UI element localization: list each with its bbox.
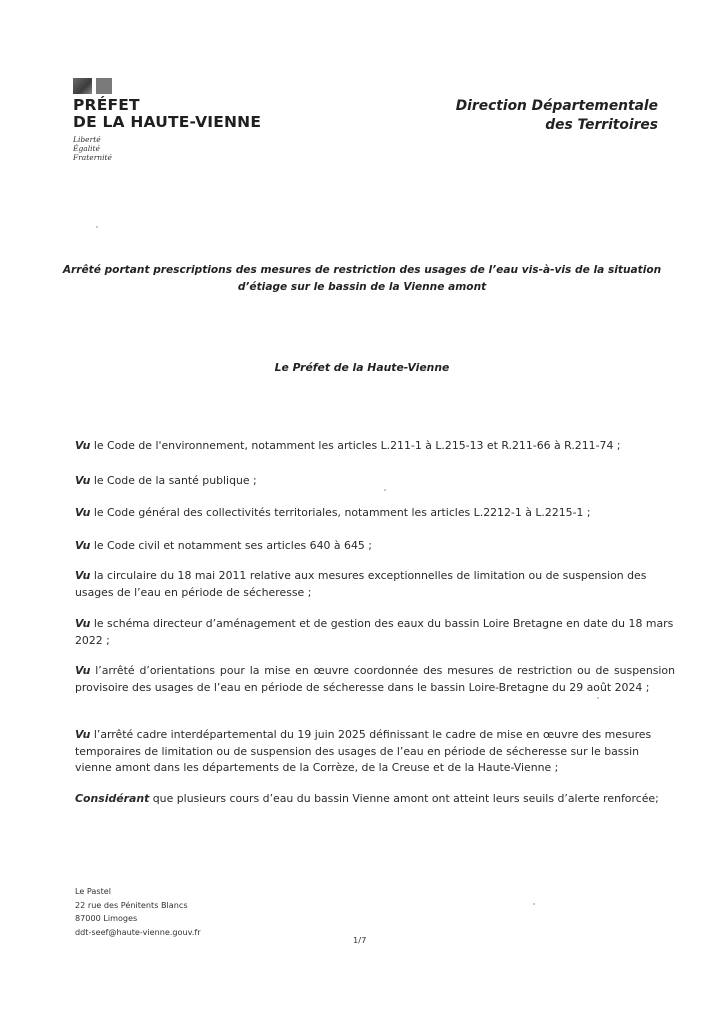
motto-egalite: Égalité: [73, 144, 100, 153]
considerant-text: que plusieurs cours d’eau du bassin Vienne amont ont atteint leurs seuils d’alerte renforcée;: [149, 792, 659, 805]
recital-paragraph: [75, 663, 675, 696]
recital-lead: Vu: [75, 506, 91, 519]
recital-paragraph: [75, 538, 675, 555]
considerant-lead: Considérant: [75, 792, 150, 805]
motto-liberte: Liberté: [73, 135, 101, 144]
recital-text: le schéma directeur d’aménagement et de gestion des eaux du bassin Loire Bretagne en date du 18 mars 2022 ;: [75, 617, 674, 647]
scan-speck: [384, 489, 386, 491]
flag-block-icon: [96, 78, 112, 94]
recital-text: le Code de l'environnement, notamment les articles L.211-1 à L.215-13 et R.211-66 à R.211-74 ;: [90, 439, 621, 452]
recital-paragraph: [75, 473, 675, 490]
recital-paragraph: [75, 505, 675, 522]
footer-building: Le Pastel: [75, 886, 112, 896]
issuing-direction: [456, 97, 658, 135]
prefecture-logo-block: [73, 78, 261, 162]
marianne-logo-icon: [73, 78, 261, 95]
title-line-1: Arrêté portant prescriptions des mesures de restriction des usages de l’eau vis-à-vis de la situation: [62, 264, 662, 276]
recital-lead: Vu: [75, 539, 91, 552]
considerant-paragraph: [75, 791, 675, 808]
direction-line-1: Direction Départementale: [455, 98, 658, 114]
recital-text: l’arrêté d’orientations pour la mise en œuvre coordonnée des mesures de restriction ou de suspension provisoire des usages de l’eau en période de sécheresse dans le bassin Loire-Bretagne du 29 août 2024 ;: [75, 664, 675, 694]
marianne-profile-icon: [73, 78, 92, 94]
footer-address: [75, 885, 201, 939]
signer-heading: Le Préfet de la Haute-Vienne: [274, 361, 450, 374]
page-number: 1/7: [353, 935, 367, 945]
recital-text: le Code de la santé publique ;: [90, 474, 257, 487]
footer-street: 22 rue des Pénitents Blancs: [75, 899, 188, 910]
issuer-line-2: DE LA HAUTE-VIENNE: [73, 113, 262, 131]
scan-speck: [597, 697, 599, 699]
issuer-title: [73, 97, 261, 131]
recital-lead: Vu: [75, 474, 91, 487]
recital-lead: Vu: [75, 439, 91, 452]
title-line-2: d’étiage sur le bassin de la Vienne amont: [237, 281, 487, 293]
recital-lead: Vu: [75, 569, 91, 582]
recital-text: le Code général des collectivités territoriales, notamment les articles L.2212-1 à L.2215-1 ;: [90, 506, 591, 519]
recital-lead: Vu: [75, 664, 91, 677]
direction-line-2: des Territoires: [545, 117, 658, 133]
footer-city: 87000 Limoges: [75, 913, 138, 923]
recital-paragraph: [75, 616, 675, 649]
document-title: [60, 262, 664, 296]
motto-fraternite: Fraternité: [73, 153, 112, 162]
scan-speck: [533, 903, 535, 905]
recital-paragraph: [75, 568, 675, 601]
issuer-line-1: PRÉFET: [73, 96, 140, 114]
recital-text: le Code civil et notamment ses articles 640 à 645 ;: [90, 539, 372, 552]
recital-text: l’arrêté cadre interdépartemental du 19 juin 2025 définissant le cadre de mise en œuvre des mesures temporaires de limitation ou de suspension des usages de l’eau en période de sécheresse sur le bassin vienne amont dans les départements de la Corrèze, de la Creuse et de la Haute-Vienne ;: [75, 728, 652, 774]
recital-paragraph: [75, 438, 675, 455]
recital-lead: Vu: [75, 728, 91, 741]
recital-text: la circulaire du 18 mai 2011 relative aux mesures exceptionnelles de limitation ou de suspension des usages de l’eau en période de sécheresse ;: [75, 569, 647, 599]
scan-speck: [96, 226, 98, 228]
republic-motto: [73, 135, 261, 162]
footer-email: ddt-seef@haute-vienne.gouv.fr: [75, 926, 201, 937]
recital-paragraph: [75, 727, 675, 777]
recital-lead: Vu: [75, 617, 91, 630]
